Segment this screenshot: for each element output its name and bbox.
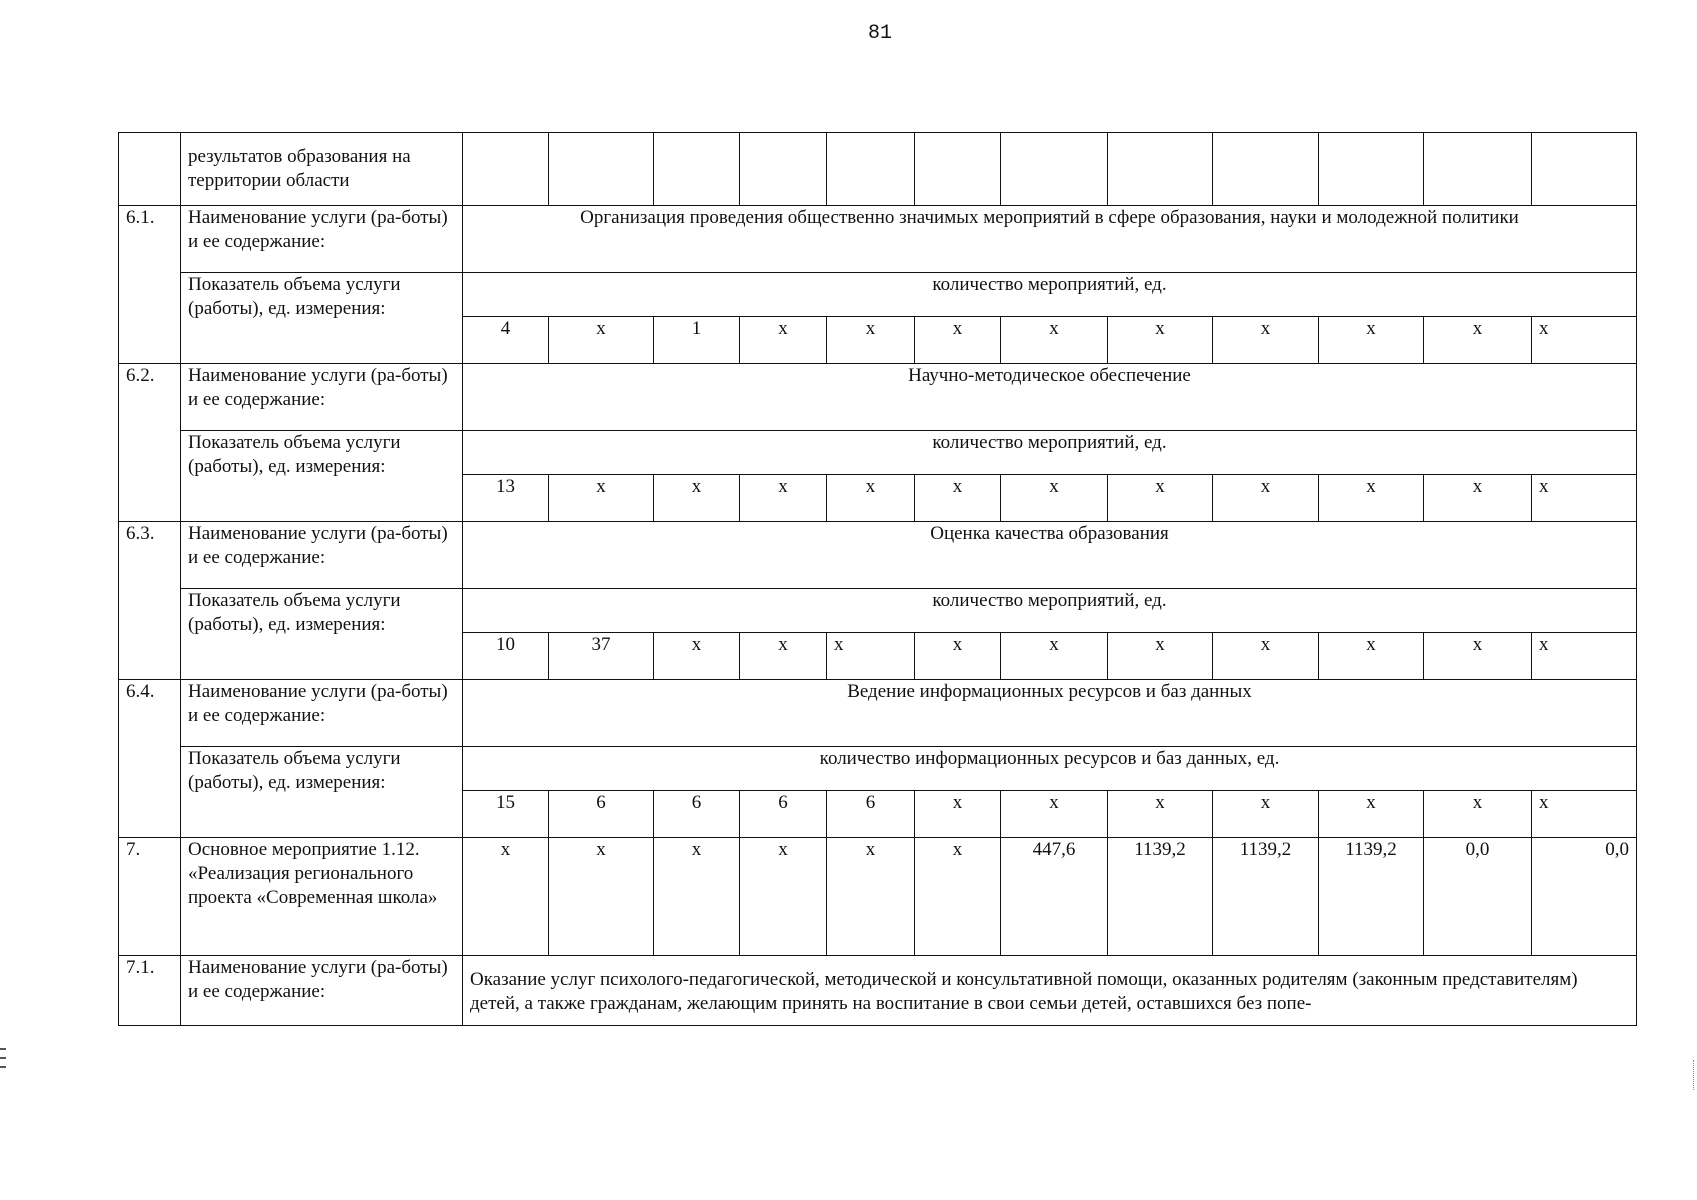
margin-mark [1693,1060,1697,1090]
row-number: 6.1. [119,206,181,364]
value-cell: x [1319,633,1424,680]
value-cell: x [915,791,1001,838]
value-cell: 1139,2 [1213,838,1319,956]
value-cell: x [549,317,654,364]
indicator-label: Показатель объема услуги (работы), ед. измерения: [181,431,463,522]
value-cell: x [1108,791,1213,838]
value-cell: x [1319,791,1424,838]
value-cell: x [1319,475,1424,522]
value-cell: x [915,475,1001,522]
value-cell: 6 [549,791,654,838]
row-number: 6.4. [119,680,181,838]
service-name-label: Наименование услуги (ра-боты) и ее содержание: [181,206,463,273]
value-cell: x [1532,791,1637,838]
value-cell: x [740,317,827,364]
value-cell: x [1319,317,1424,364]
row-number: 7. [119,838,181,956]
continuation-row [119,133,1637,206]
value-cell: 13 [463,475,549,522]
service-name-row [119,206,1637,273]
indicator-value: количество информационных ресурсов и баз данных, ед. [463,747,1637,791]
value-cell: 6 [654,791,740,838]
value-cell: 0,0 [1532,838,1637,956]
service-name-value: Научно-методическое обеспечение [463,364,1637,431]
value-cell: 1139,2 [1108,838,1213,956]
value-cell: x [740,633,827,680]
value-cell: x [1108,475,1213,522]
service-name-label: Наименование услуги (ра-боты) и ее содержание: [181,956,463,1026]
service-name-label: Наименование услуги (ра-боты) и ее содержание: [181,364,463,431]
indicator-label: Показатель объема услуги (работы), ед. измерения: [181,589,463,680]
value-cell: x [463,838,549,956]
value-cell: x [1001,791,1108,838]
value-cell: 37 [549,633,654,680]
value-cell: x [549,475,654,522]
value-cell: x [1532,633,1637,680]
indicator-row [119,589,1637,633]
value-cell: x [1108,633,1213,680]
service-name-value: Организация проведения общественно значимых мероприятий в сфере образования, науки и молодежной политики [463,206,1637,273]
value-cell: x [654,475,740,522]
value-cell: x [1213,475,1319,522]
value-cell: x [827,838,915,956]
value-cell: x [654,838,740,956]
value-cell: 6 [740,791,827,838]
indicator-label: Показатель объема услуги (работы), ед. измерения: [181,273,463,364]
value-cell: x [1424,633,1532,680]
value-cell: x [1213,633,1319,680]
service-name-label: Наименование услуги (ра-боты) и ее содержание: [181,522,463,589]
service-name-row [119,364,1637,431]
value-cell: x [740,838,827,956]
value-cell: x [827,475,915,522]
value-cell: x [1108,317,1213,364]
page-number: 81 [867,22,892,45]
value-cell: x [1532,317,1637,364]
row-number: 7.1. [119,956,181,1026]
value-cell: x [1001,633,1108,680]
value-cell: x [827,317,915,364]
indicator-value: количество мероприятий, ед. [463,431,1637,475]
service-name-row [119,956,1637,1026]
value-cell: x [915,317,1001,364]
value-cell: 15 [463,791,549,838]
service-name-value: Оценка качества образования [463,522,1637,589]
indicator-row [119,273,1637,317]
value-cell: x [549,838,654,956]
value-cell: x [827,633,915,680]
value-cell: 10 [463,633,549,680]
value-cell: 4 [463,317,549,364]
binding-marks [0,1048,6,1075]
program-table [118,132,1637,1026]
value-cell: x [1424,317,1532,364]
main-event-row [119,838,1637,956]
value-cell: x [1424,475,1532,522]
continuation-label: результатов образования на территории области [181,133,463,206]
value-cell: 6 [827,791,915,838]
value-cell: x [1001,317,1108,364]
main-event-label: Основное мероприятие 1.12. «Реализация регионального проекта «Современная школа» [181,838,463,956]
service-name-label: Наименование услуги (ра-боты) и ее содержание: [181,680,463,747]
indicator-value: количество мероприятий, ед. [463,273,1637,317]
value-cell: 447,6 [1001,838,1108,956]
row-number [119,133,181,206]
value-cell: x [740,475,827,522]
service-name-value: Оказание услуг психолого-педагогической, методической и консультативной помощи, оказанных родителям (законным представителям) детей, а также гражданам, желающим принять на воспитание в свои семьи детей, оставшихся без попе- [463,956,1637,1026]
value-cell: x [1424,791,1532,838]
indicator-label: Показатель объема услуги (работы), ед. измерения: [181,747,463,838]
indicator-row [119,747,1637,791]
value-cell: x [654,633,740,680]
value-cell: 1139,2 [1319,838,1424,956]
service-name-row [119,680,1637,747]
value-cell: 1 [654,317,740,364]
indicator-value: количество мероприятий, ед. [463,589,1637,633]
row-number: 6.2. [119,364,181,522]
service-name-value: Ведение информационных ресурсов и баз данных [463,680,1637,747]
value-cell: x [1213,317,1319,364]
row-number: 6.3. [119,522,181,680]
value-cell: x [1001,475,1108,522]
value-cell: x [915,633,1001,680]
indicator-row [119,431,1637,475]
value-cell: x [915,838,1001,956]
value-cell: x [1532,475,1637,522]
value-cell: 0,0 [1424,838,1532,956]
service-name-row [119,522,1637,589]
value-cell: x [1213,791,1319,838]
